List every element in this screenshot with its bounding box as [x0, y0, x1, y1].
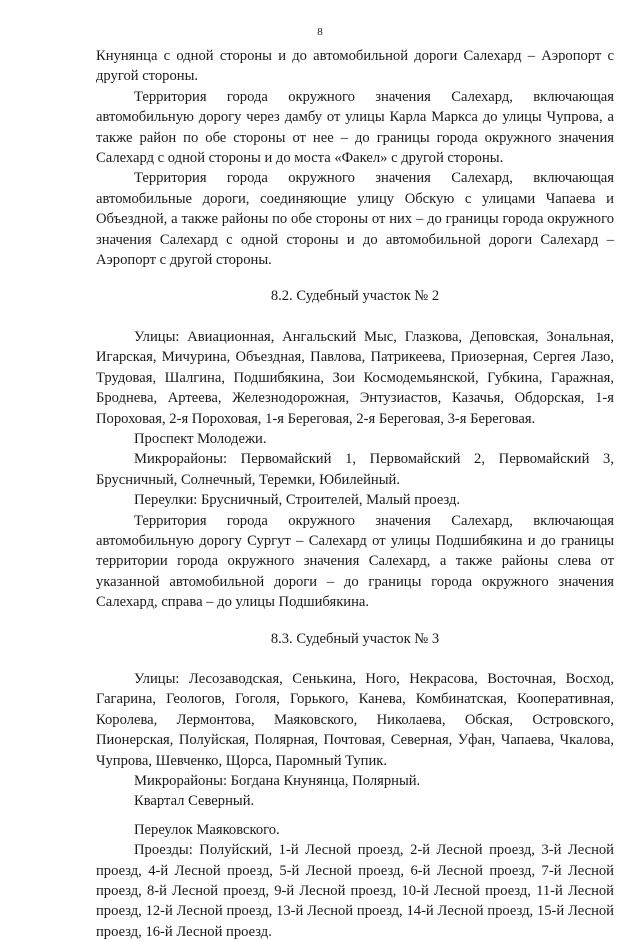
paragraph: Территория города окружного значения Салехард, включающая автомобильную дорогу Сургут – Салехард от улицы Подшибякина и до границы территории города окружного значения Салехард, а также районы слева от указанной автомобильной дороги – до границы города окружного значения Салехард, справа – до улицы Подшибякина.: [96, 512, 614, 611]
paragraph: Проезды: Полуйский, 1-й Лесной проезд, 2-й Лесной проезд, 3-й Лесной проезд, 4-й Лесной проезд, 5-й Лесной проезд, 6-й Лесной проезд, 7-й Лесной проезд, 8-й Лесной проезд, 9-й Лесной проезд, 10-й Лесной проезд, 11-й Лесной проезд, 12-й Лесной проезд, 13-й Лесной проезд, 14-й Лесной проезд, 15-й Лесной проезд, 16-й Лесной проезд.: [96, 842, 614, 940]
paragraph: Переулки: Брусничный, Строителей, Малый проезд.: [134, 492, 461, 509]
page-number: 8: [317, 26, 323, 38]
paragraph: Улицы: Лесозаводская, Сенькина, Ного, Некрасова, Восточная, Восход, Гагарина, Геологов, Гоголя, Горького, Канева, Комбинатская, Кооперативная, Королева, Лермонтова, Маяковского, Николаева, Обская, Островского, Пионерская, Полуйская, Полярная, Почтовая, Северная, Уфан, Чапаева, Чкалова, Чупрова, Шевченко, Щорса, Паромный Тупик.: [96, 670, 614, 769]
document-body: [96, 46, 614, 942]
paragraph: Проспект Молодежи.: [134, 430, 267, 447]
paragraph: Улицы: Авиационная, Ангальский Мыс, Глазкова, Деповская, Зональная, Игарская, Мичурина, Объездная, Павлова, Патрикеева, Приозерная, Сергея Лазо, Трудовая, Шалгина, Подшибякина, Зои Космодемьянской, Губкина, Гаражная, Броднева, Артеева, Железнодорожная, Энтузиастов, Казачья, Обдорская, 1-я Пороховая, 2-я Пороховая, 1-я Береговая, 2-я Береговая, 3-я Береговая.: [96, 328, 614, 427]
paragraph: Переулок Маяковского.: [134, 821, 280, 838]
paragraph: Квартал Северный.: [134, 793, 255, 810]
paragraph: Микрорайоны: Первомайский 1, Первомайский 2, Первомайский 3, Брусничный, Солнечный, Теремки, Юбилейный.: [96, 451, 614, 488]
paragraph: Микрорайоны: Богдана Кнунянца, Полярный.: [134, 773, 421, 789]
paragraph: Территория города окружного значения Салехард, включающая автомобильную дорогу через дамбу от улицы Карла Маркса до улицы Чупрова, а также район по обе стороны от нее – до границы города окружного значения Салехард с одной стороны и до моста «Факел» с другой стороны.: [96, 88, 614, 167]
paragraph: Территория города окружного значения Салехард, включающая автомобильные дороги, соединяющие улицу Обскую с улицами Чапаева и Объездной, а также районы по обе стороны от них – до границы города окружного значения Салехард с одной стороны и до автомобильной дороги Салехард – Аэропорт с другой стороны.: [96, 170, 614, 269]
section-heading: 8.3. Судебный участок № 3: [270, 630, 440, 647]
paragraph: Кнунянца с одной стороны и до автомобильной дороги Салехард – Аэропорт с другой стороны.: [96, 48, 614, 85]
section-heading: 8.2. Судебный участок № 2: [270, 288, 440, 305]
